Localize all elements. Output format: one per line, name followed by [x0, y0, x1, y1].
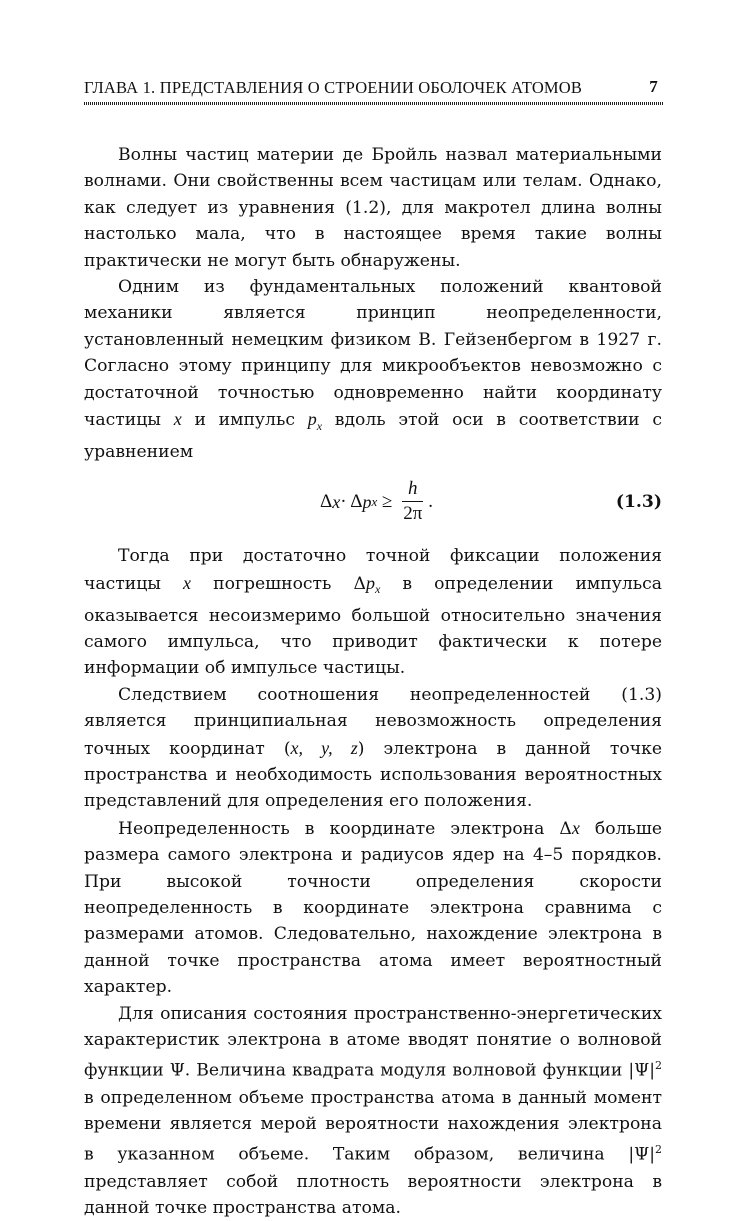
paragraph-1: Волны частиц материи де Бройль назвал материальными волнами. Они свойственны всем частицам или телам. Однако, как следует из уравнения (1.2), для макротел длина волны настолько мала, что в настоящее время такие волны практически не могут быть обнаружены. [84, 145, 662, 271]
equation-1-3 [84, 469, 662, 539]
uncertainty-formula: Δ x · Δ p x ≥ $\frac{h}{2\pi}$ . [320, 478, 434, 525]
paragraph-4: Следствием соотношения неопределенностей (1.3) является принципиальная невозможность определения точных координат (x, y, z) электрона в данной точке пространства и необходимость использования вероятностных представлений для определения его положения. [84, 684, 662, 812]
paragraph-5: Неопределенность в координате электрона Δx больше размера самого электрона и радиусов ядер на 4–5 порядков. При высокой точности определения скорости неопределенность в координате электрона сравнима с размерами атомов. Следовательно, нахождение электрона в данной точке пространства атома имеет вероятностный характер. [84, 817, 662, 998]
header-rule [84, 102, 664, 105]
paragraph-3: Тогда при достаточно точной фиксации положения частицы x погрешность $\Delta p_x$ в определении импульса оказывается несоизмеримо большой относительно значения самого импульса, что приводит фактически к потере информации об импульсе частицы. [84, 546, 662, 679]
equation-label: (1.3) [615, 492, 662, 513]
paragraph-2: Одним из фундаментальных положений квантовой механики является принцип неопределенности, установленный немецким физиком В. Гейзенбергом в 1927 г. Согласно этому принципу для микрообъектов невозможно с достаточной точностью одновременно найти координату частицы x и импульс $p_x$ вдоль этой оси в соответствии с уравнением [84, 277, 662, 462]
fraction [399, 477, 426, 526]
fraction-denominator: 2π [403, 503, 423, 525]
page-number: 7 [649, 77, 658, 96]
paragraph-6: Для описания состояния пространственно-энергетических характеристик электрона в атоме вводят понятие о волновой функции Ψ. Величина квадрата модуля волновой функции $|\Psi|^2$ в определенном объеме пространства атома в данный момент времени является мерой вероятности нахождения электрона в указанном объеме. Таким образом, величина $|\Psi|^2$ представляет собой плотность вероятности электрона в данной точке пространства атома. [84, 1003, 662, 1218]
chapter-title: ГЛАВА 1. ПРЕДСТАВЛЕНИЯ О СТРОЕНИИ ОБОЛОЧЕК АТОМОВ [84, 78, 583, 97]
running-header [84, 78, 662, 100]
body-text [84, 142, 662, 1221]
fraction-numerator: h [402, 477, 424, 502]
